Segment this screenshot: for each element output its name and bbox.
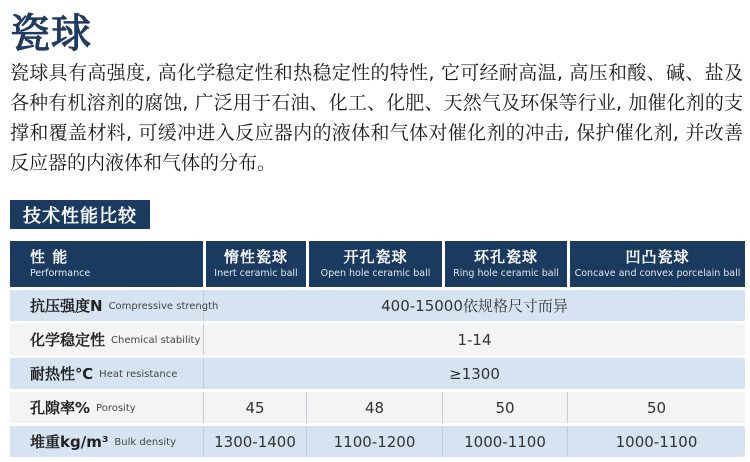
row-label-cn: 孔隙率%	[30, 399, 91, 417]
column-header-open-hole-ceramic-ball	[306, 241, 442, 287]
column-header-inert-ceramic-ball	[203, 241, 306, 287]
row-label	[10, 324, 203, 355]
row-value: 1100-1200	[306, 426, 442, 457]
column-header-cn: 开孔瓷球	[343, 247, 408, 266]
column-header-en: Ring hole ceramic ball	[453, 267, 559, 279]
column-header-en: Inert ceramic ball	[214, 267, 298, 279]
row-label-cn: 化学稳定性	[30, 331, 106, 349]
column-header-en: Open hole ceramic ball	[320, 267, 431, 279]
row-label-cn: 耐热性℃	[30, 365, 94, 383]
row-value: 50	[442, 392, 567, 423]
row-label	[10, 358, 203, 389]
row-label-cn: 堆重kg/m³	[30, 433, 109, 451]
row-value: 50	[567, 392, 745, 423]
row-label	[10, 290, 219, 321]
row-label-cn: 抗压强度N	[30, 297, 103, 315]
row-value: 1000-1100	[567, 426, 745, 457]
table-row-compressive-strength	[10, 290, 745, 321]
performance-table	[10, 241, 745, 457]
table-row-chemical-stability	[10, 324, 745, 355]
column-header-concave-convex-ball	[567, 241, 745, 287]
row-label	[10, 426, 203, 457]
row-value-span: ≥1300	[203, 358, 745, 389]
column-header-en: Concave and convex porcelain ball	[574, 267, 741, 279]
section-header: 技术性能比较	[10, 200, 150, 229]
table-row-porosity	[10, 392, 745, 423]
column-header-cn: 环孔瓷球	[473, 247, 538, 266]
row-label-en: Compressive strength	[108, 301, 219, 312]
column-header-ring-hole-ceramic-ball	[442, 241, 567, 287]
column-header-cn: 惰性瓷球	[223, 247, 288, 266]
row-label-en: Chemical stability	[111, 335, 201, 346]
column-header-performance	[10, 241, 203, 287]
row-value: 1300-1400	[203, 426, 306, 457]
intro-paragraph: 瓷球具有高强度, 高化学稳定性和热稳定性的特性, 它可经耐高温, 高压和酸、碱、盐及各种有机溶剂的腐蚀, 广泛用于石油、化工、化肥、天然气及环保等行业, 加催化剂的支撑和覆盖材料, 可缓冲进入反应器内的液体和气体对催化剂的冲击, 保护催化剂, 并改善反应器的内液体和气体的分布。	[10, 62, 743, 174]
column-header-en: Performance	[30, 267, 91, 279]
table-row-bulk-density	[10, 426, 745, 457]
row-value-span: 400-15000依规格尺寸而异	[203, 290, 745, 321]
table-row-heat-resistance	[10, 358, 745, 389]
table-header-row	[10, 241, 745, 287]
row-value-span: 1-14	[203, 324, 745, 355]
column-header-cn: 性 能	[30, 247, 69, 266]
page-title: 瓷球	[10, 11, 92, 57]
row-label	[10, 392, 203, 423]
row-value: 45	[203, 392, 306, 423]
row-value: 1000-1100	[442, 426, 567, 457]
row-label-en: Bulk density	[114, 437, 177, 448]
row-label-en: Porosity	[96, 403, 136, 414]
column-header-cn: 凹凸瓷球	[625, 247, 690, 266]
row-label-en: Heat resistance	[99, 369, 178, 380]
row-value: 48	[306, 392, 442, 423]
